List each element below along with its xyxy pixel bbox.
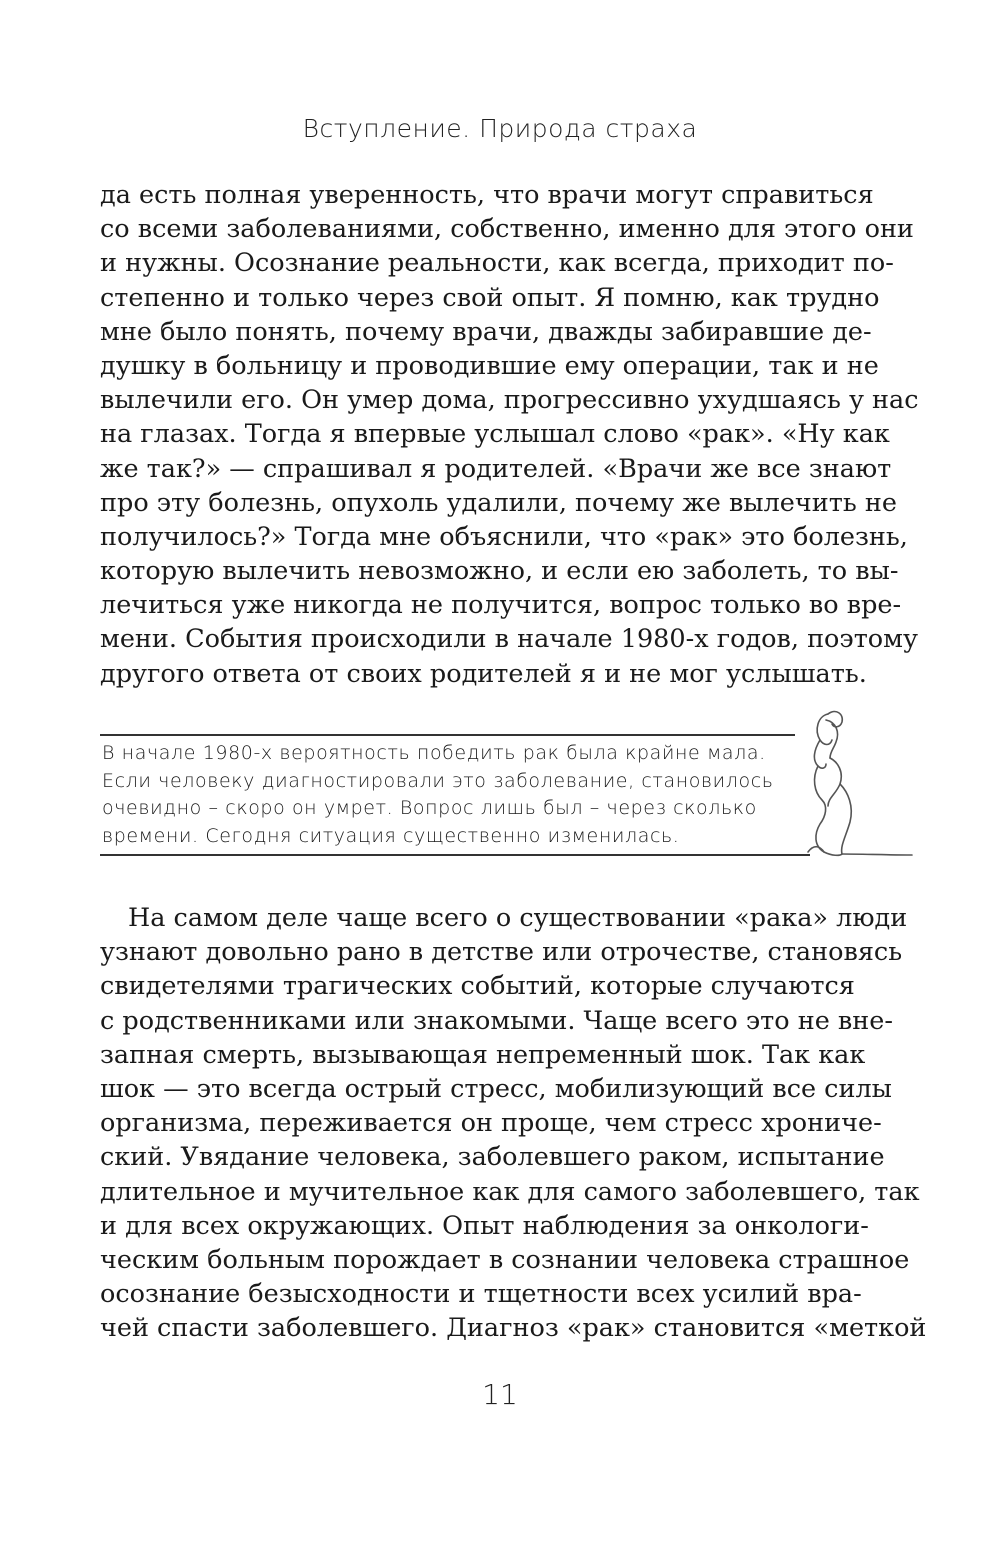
- text-line: мне было понять, почему врачи, дважды забиравшие де-: [100, 316, 872, 347]
- callout-line: времени. Сегодня ситуация существенно изменилась.: [102, 824, 680, 847]
- text-line: которую вылечить невозможно, и если ею заболеть, то вы-: [100, 556, 899, 587]
- text-line: свидетелями трагических событий, которые случаются: [100, 971, 855, 1002]
- running-header: Вступление. Природа страха: [302, 114, 698, 143]
- text-line: чей спасти заболевшего. Диагноз «рак» становится «меткой: [100, 1313, 927, 1344]
- text-line: осознание безысходности и тщетности всех усилий вра-: [100, 1279, 862, 1310]
- text-line: На самом деле чаще всего о существовании «рака» люди: [128, 903, 908, 933]
- text-line: запная смерть, вызывающая непременный шок. Так как: [100, 1039, 866, 1070]
- text-line: вылечили его. Он умер дома, прогрессивно ухудшаясь у нас: [100, 385, 919, 416]
- text-line: душку в больницу и проводившие ему операции, так и не: [100, 350, 879, 381]
- text-line: длительное и мучительное как для самого заболевшего, так: [100, 1176, 920, 1207]
- text-line: со всеми заболеваниями, собственно, именно для этого они: [100, 214, 914, 245]
- callout-text: [102, 740, 782, 850]
- text-line: шок — это всегда острый стресс, мобилизующий все силы: [100, 1073, 892, 1104]
- text-line: узнают довольно рано в детстве или отрочестве, становясь: [100, 937, 903, 968]
- text-line: и нужны. Осознание реальности, как всегда, приходит по-: [100, 248, 894, 279]
- text-line: с родственниками или знакомыми. Чаще всего это не вне-: [100, 1005, 893, 1036]
- text-line: организма, переживается он проще, чем стресс хрониче-: [100, 1108, 882, 1139]
- text-line: да есть полная уверенность, что врачи могут справиться: [100, 180, 874, 210]
- text-line: другого ответа от своих родителей я и не мог услышать.: [100, 658, 867, 689]
- callout-top-rule: [100, 734, 795, 736]
- paragraph-1: [100, 178, 919, 691]
- callout-line: очевидно – скоро он умрет. Вопрос лишь был – через сколько: [102, 797, 757, 819]
- text-line: ский. Увядание человека, заболевшего раком, испытание: [100, 1142, 885, 1173]
- page-number: 11: [482, 1378, 518, 1411]
- callout-line: В начале 1980-х вероятность победить рак была крайне мала.: [102, 742, 766, 764]
- callout-line: Если человеку диагностировали это заболевание, становилось: [102, 769, 774, 792]
- text-line: про эту болезнь, опухоль удалили, почему же вылечить не: [100, 487, 897, 518]
- text-line: ческим больным порождает в сознании человека страшное: [100, 1244, 910, 1275]
- seated-woman-line-art-icon: [770, 706, 920, 866]
- text-line: степенно и только через свой опыт. Я помню, как трудно: [100, 282, 880, 313]
- text-line: получилось?» Тогда мне объяснили, что «рак» это болезнь,: [100, 521, 908, 552]
- paragraph-2: [100, 901, 927, 1345]
- callout-box: [100, 706, 920, 866]
- callout-bottom-rule: [100, 854, 810, 856]
- text-line: же так?» — спрашивал я родителей. «Врачи же все знают: [100, 453, 892, 484]
- text-line: лечиться уже никогда не получится, вопрос только во вре-: [100, 590, 902, 621]
- text-line: мени. События происходили в начале 1980-х годов, поэтому: [100, 624, 918, 655]
- text-line: и для всех окружающих. Опыт наблюдения за онкологи-: [100, 1210, 869, 1241]
- text-line: на глазах. Тогда я впервые услышал слово «рак». «Ну как: [100, 419, 890, 450]
